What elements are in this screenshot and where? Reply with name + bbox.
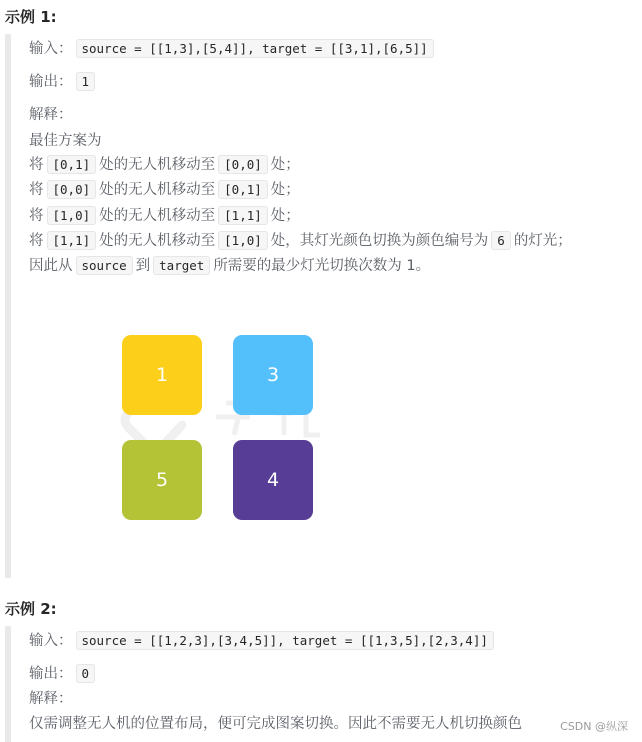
text: 的灯光； — [513, 233, 572, 249]
code: source — [76, 256, 133, 275]
drone-tile-4: 4 — [233, 440, 313, 520]
output-line — [29, 663, 98, 685]
input-line — [29, 630, 497, 652]
output-label: 输出： — [29, 74, 73, 90]
code: [0,0] — [218, 155, 268, 174]
example-1-heading: 示例 1: — [5, 8, 57, 26]
text: 将 — [29, 208, 44, 224]
code: 6 — [491, 231, 511, 250]
code: [0,1] — [218, 180, 268, 199]
output-line — [29, 71, 98, 93]
input-line — [29, 38, 437, 60]
text: 将 — [29, 182, 44, 198]
text: 到 — [135, 258, 151, 274]
code: [1,0] — [47, 206, 97, 225]
explain-line-1: 仅需调整无人机的位置布局，便可完成图案切换。因此不需要无人机切换颜色 — [29, 716, 522, 732]
text: 处； — [270, 182, 300, 198]
text: 因此从 — [29, 258, 73, 274]
explain-label: 解释： — [29, 691, 73, 707]
explain-line-5 — [29, 230, 572, 252]
csdn-credit: CSDN @纵深 — [560, 720, 628, 733]
output-code: 1 — [76, 72, 96, 91]
text: 所需要的最少灯光切换次数为 1。 — [213, 258, 431, 274]
text: 处的无人机移动至 — [99, 157, 216, 173]
example-2-block — [5, 626, 633, 742]
explain-line-6 — [29, 255, 430, 277]
text: 处的无人机移动至 — [99, 208, 216, 224]
explain-line-3 — [29, 179, 300, 201]
input-label: 输入： — [29, 41, 73, 57]
text: 处，其灯光颜色切换为颜色编号为 — [270, 233, 489, 249]
input-label: 输入： — [29, 633, 73, 649]
explain-line-4 — [29, 205, 300, 227]
quote-bar — [5, 626, 11, 742]
text: 处的无人机移动至 — [99, 233, 216, 249]
drone-tile-1: 1 — [122, 335, 202, 415]
text: 将 — [29, 157, 44, 173]
input-code: source = [[1,2,3],[3,4,5]], target = [[1,3,5],[2,3,4]] — [76, 631, 494, 650]
explain-line-1: 最佳方案为 — [29, 133, 102, 149]
code: [1,1] — [47, 231, 97, 250]
explain-label: 解释： — [29, 107, 73, 123]
code: [1,1] — [218, 206, 268, 225]
drone-tile-3: 3 — [233, 335, 313, 415]
example-2-heading: 示例 2: — [5, 600, 57, 618]
quote-bar — [5, 34, 11, 578]
text: 将 — [29, 233, 44, 249]
input-code: source = [[1,3],[5,4]], target = [[3,1],[6,5]] — [76, 39, 434, 58]
code: [0,0] — [47, 180, 97, 199]
text: 处； — [270, 157, 300, 173]
drone-tile-5: 5 — [122, 440, 202, 520]
text: 处的无人机移动至 — [99, 182, 216, 198]
text: 处； — [270, 208, 300, 224]
drone-figure — [116, 295, 336, 535]
output-label: 输出： — [29, 666, 73, 682]
explain-line-2 — [29, 154, 300, 176]
code: target — [153, 256, 210, 275]
code: [1,0] — [218, 231, 268, 250]
code: [0,1] — [47, 155, 97, 174]
output-code: 0 — [76, 664, 96, 683]
